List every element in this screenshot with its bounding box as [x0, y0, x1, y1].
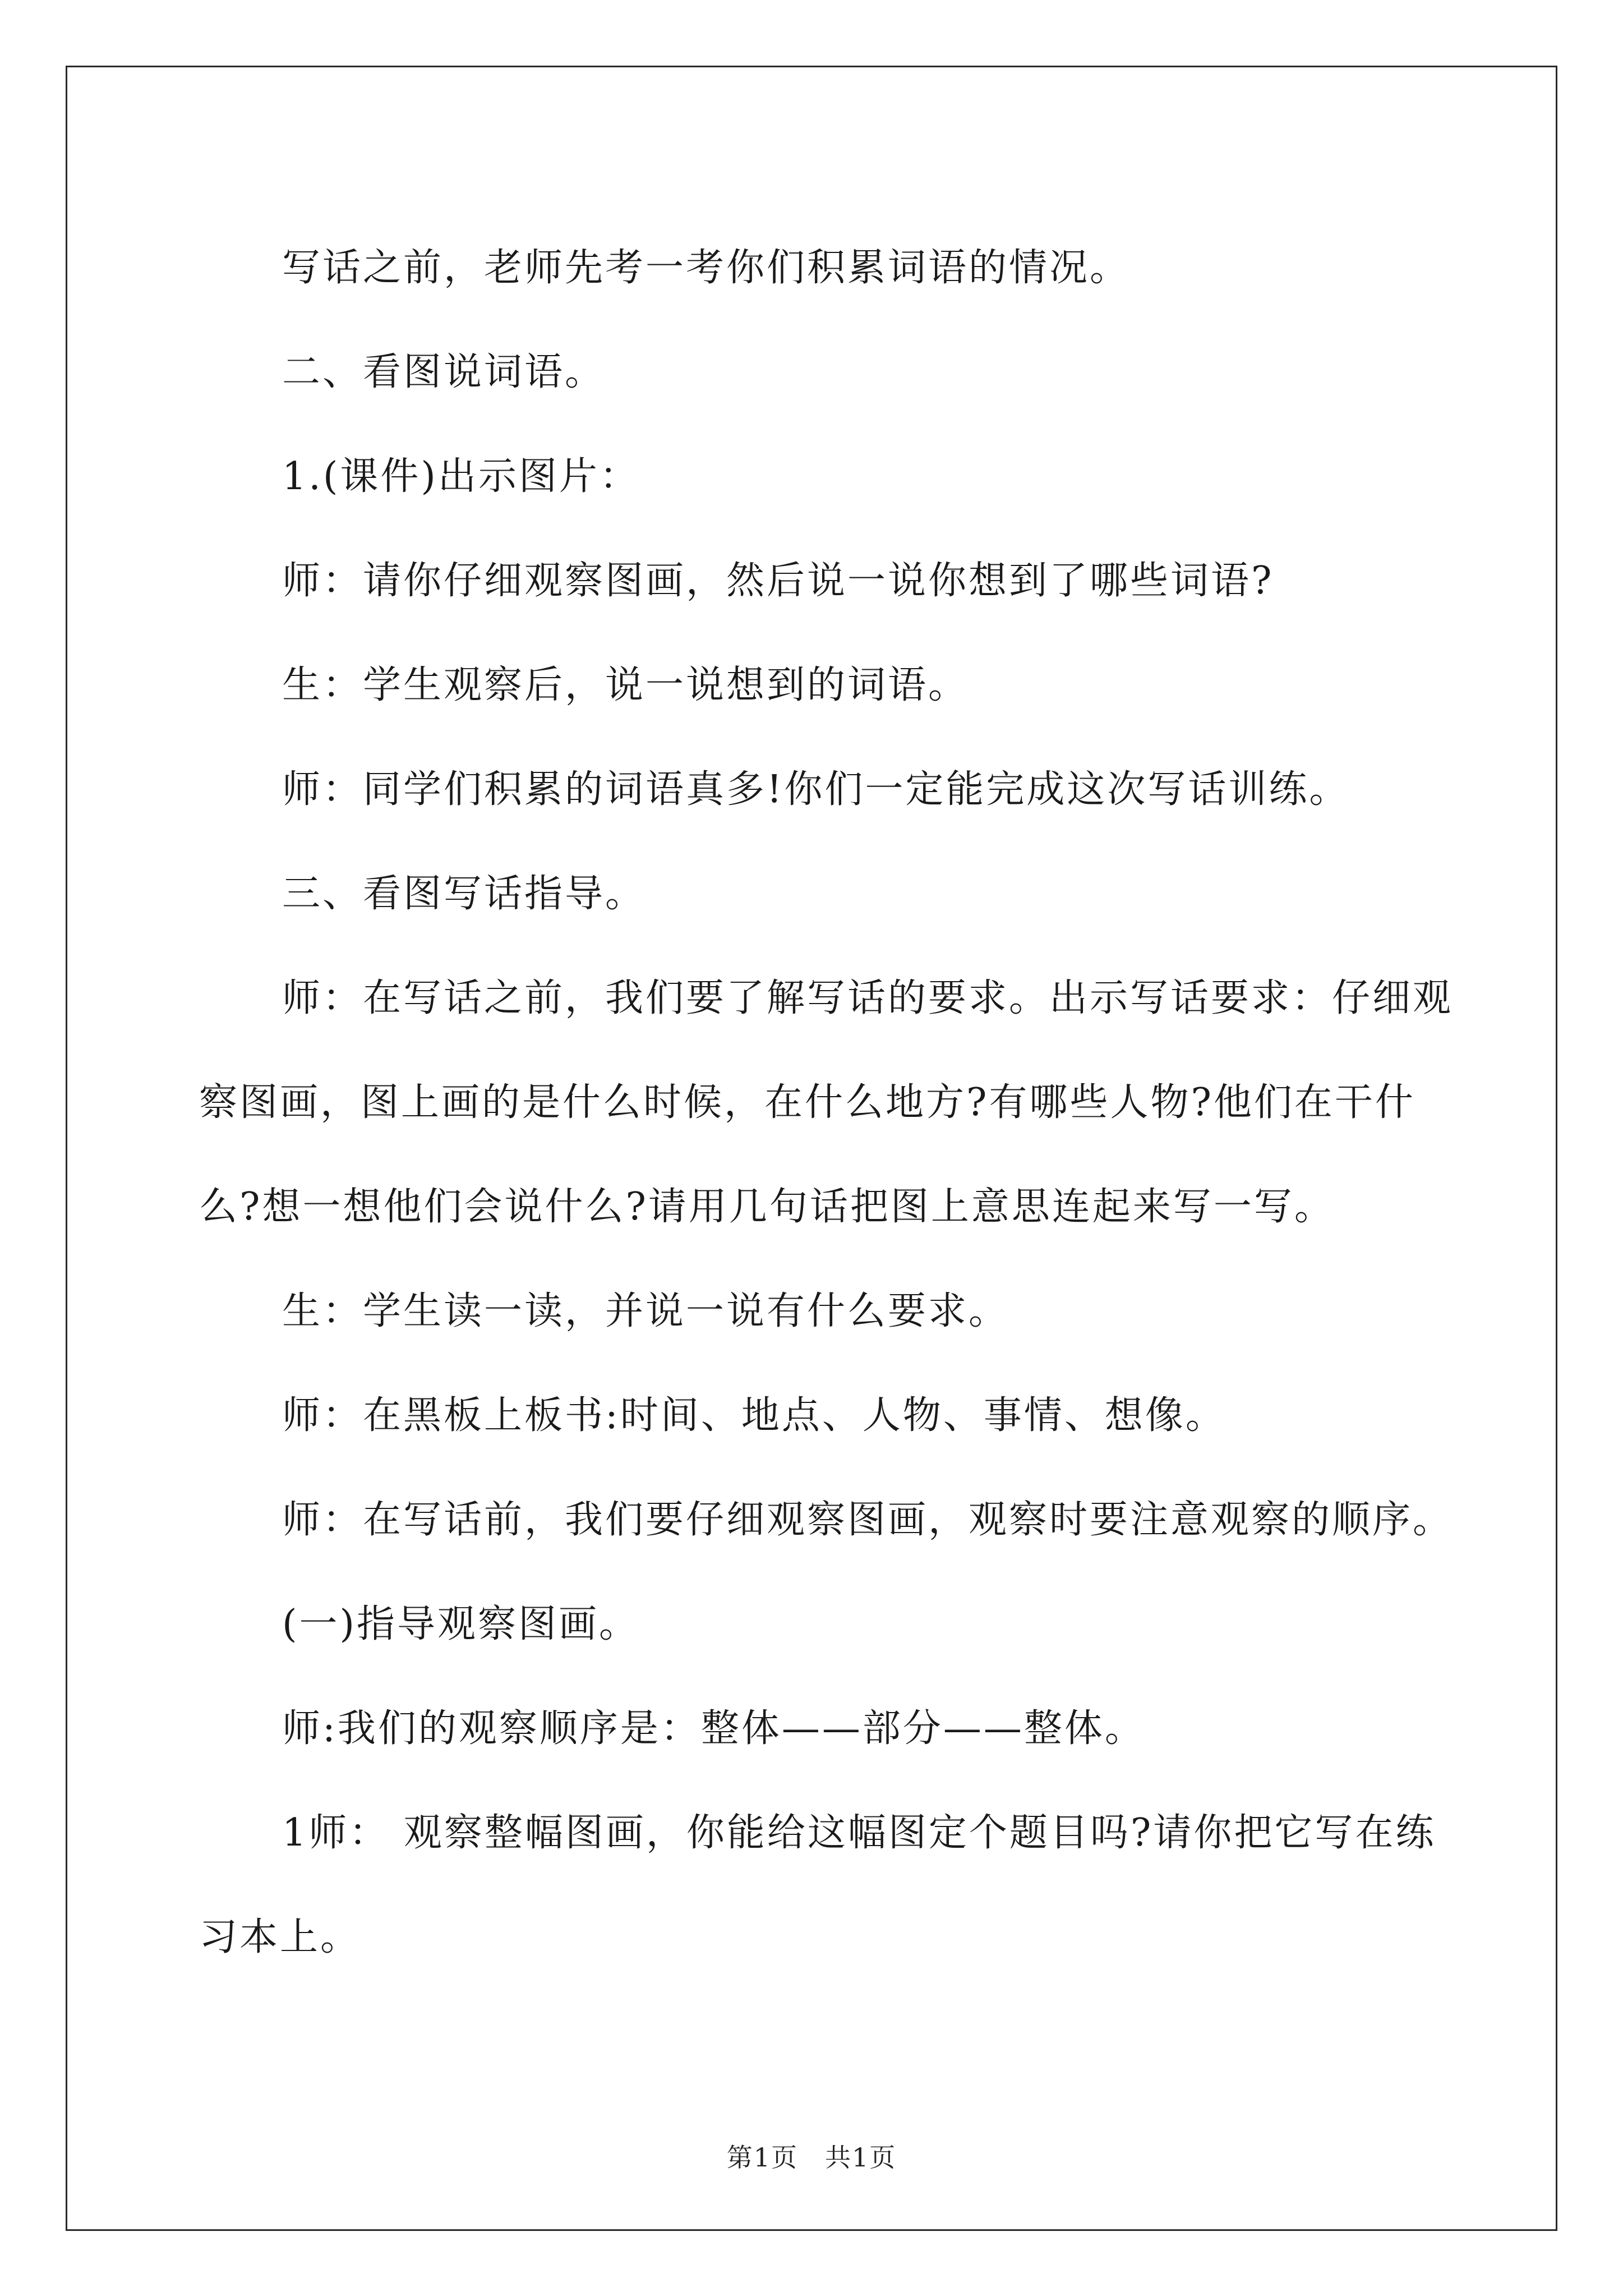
document-body [199, 216, 1455, 1990]
paragraph: 1.(课件)出示图片： [282, 454, 640, 499]
paragraph: 师：在写话前，我们要仔细观察图画，观察时要注意观察的顺序。 [282, 1498, 1454, 1542]
paragraph: 师：请你仔细观察图画，然后说一说你想到了哪些词语? [282, 559, 1274, 603]
paragraph: 写话之前，老师先考一考你们积累词语的情况。 [282, 246, 1131, 290]
paragraph: (一)指导观察图画。 [282, 1602, 640, 1646]
paragraph: 生：学生读一读，并说一说有什么要求。 [282, 1289, 1009, 1333]
paragraph: 生：学生观察后，说一说想到的词语。 [282, 663, 969, 707]
paragraph: 师：在写话之前，我们要了解写话的要求。出示写话要求：仔细观察图画，图上画的是什么时候，在什么地方?有哪些人物?他们在干什么?想一想他们会说什么?请用几句话把图上意思连起来写一写。 [199, 976, 1454, 1229]
paragraph: 师：同学们积累的词语真多!你们一定能完成这次写话训练。 [282, 767, 1350, 812]
paragraph: 三、看图写话指导。 [282, 872, 646, 916]
paragraph: 1师： 观察整幅图画，你能给这幅图定个题目吗?请你把它写在练习本上。 [199, 1811, 1436, 1959]
paragraph: 师:我们的观察顺序是：整体——部分——整体。 [282, 1706, 1145, 1751]
paragraph: 师：在黑板上板书:时间、地点、人物、事情、想像。 [282, 1393, 1226, 1438]
paragraph: 二、看图说词语。 [282, 350, 606, 394]
page-number: 第1页 共1页 [726, 2142, 897, 2173]
